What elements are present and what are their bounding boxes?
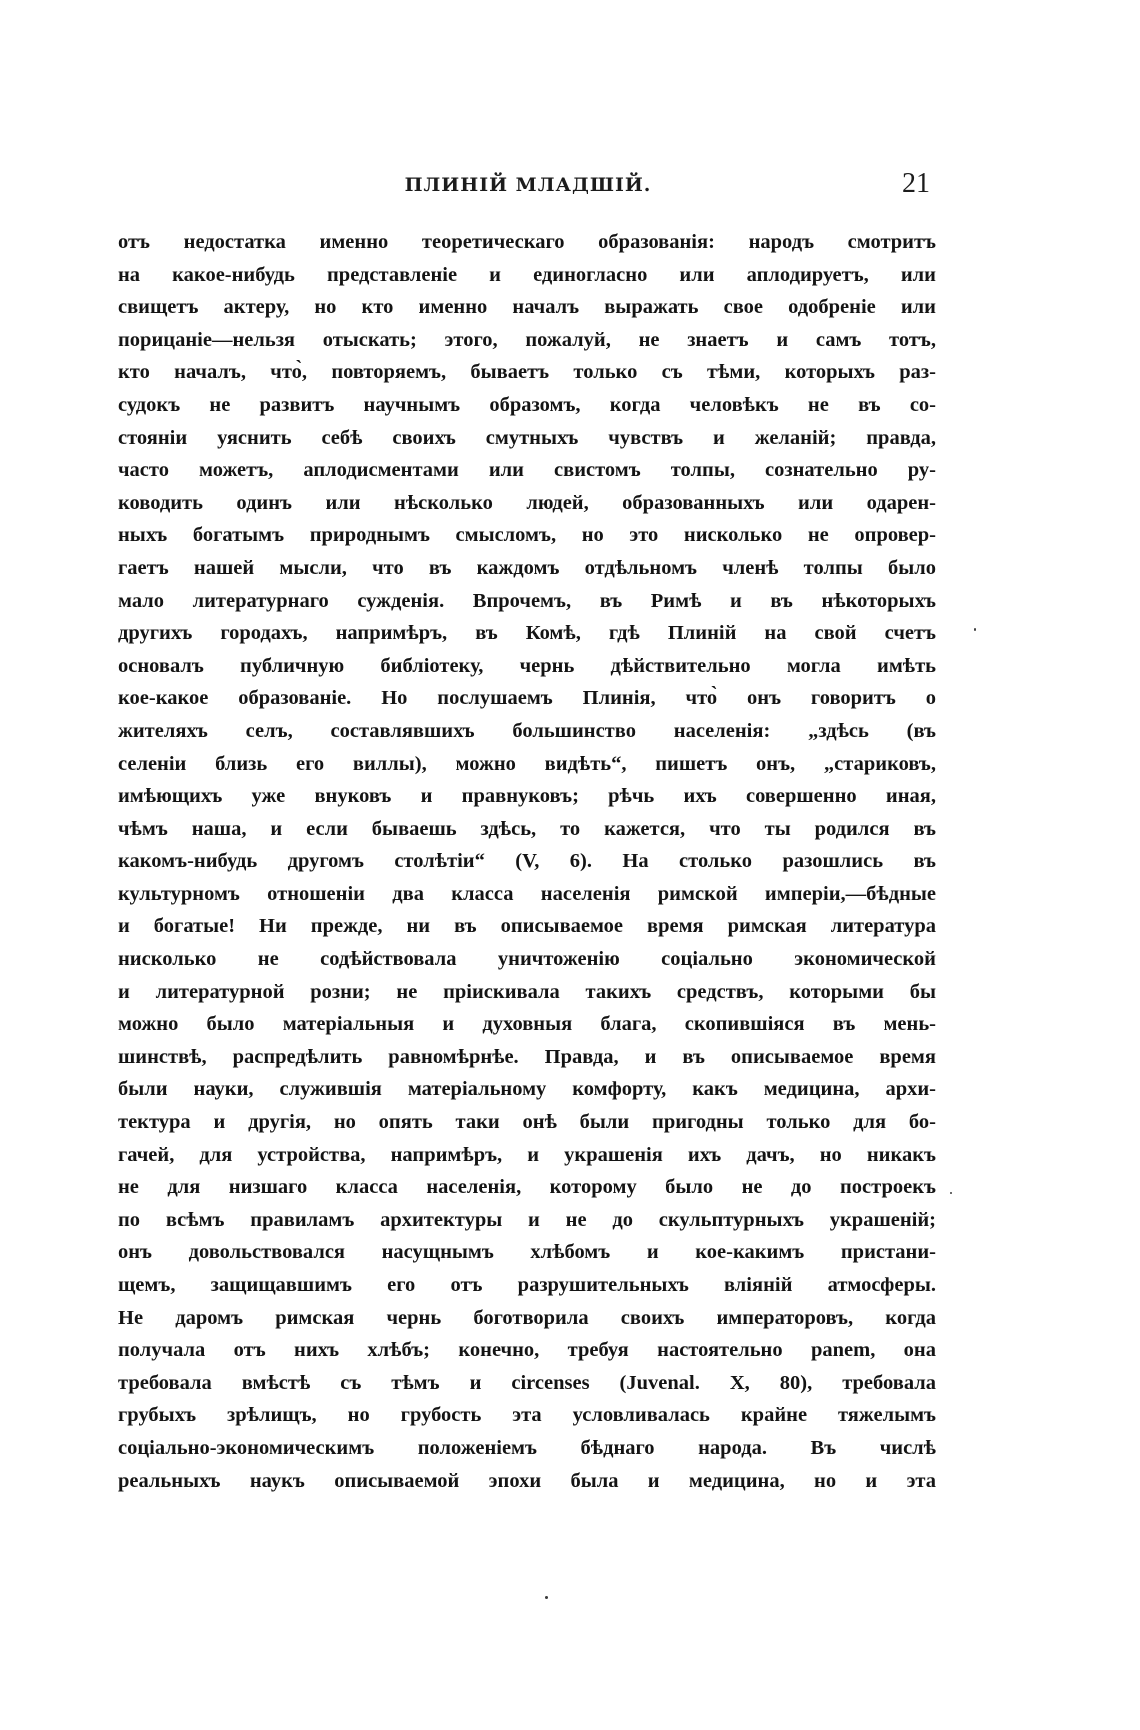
text-line: гаетъ нашей мысли, что въ каждомъ отдѣльномъ членѣ толпы было [118, 556, 936, 579]
text-line: реальныхъ наукъ описываемой эпохи была и медицина, но и эта [118, 1469, 936, 1492]
text-line: и богатые! Ни прежде, ни въ описываемое время римская литература [118, 915, 936, 938]
text-line: на какое-нибудь представленіе и единогласно или аплодируетъ, или [118, 263, 936, 286]
scan-speck [950, 1192, 952, 1194]
text-line: шинствѣ, распредѣлить равномѣрнѣе. Правда, и въ описываемое время [118, 1045, 936, 1068]
text-line: часто можетъ, аплодисментами или свистомъ толпы, сознательно ру- [118, 459, 936, 482]
text-line: получала отъ нихъ хлѣбъ; конечно, требуя настоятельно panem, она [118, 1339, 936, 1362]
text-line: были науки, служившія матеріальному комфорту, какъ медицина, архи- [118, 1078, 936, 1101]
text-line: селеніи близь его виллы), можно видѣть“, пишетъ онъ, „стариковъ, [118, 752, 936, 775]
text-line: Не даромъ римская чернь боготворила своихъ императоровъ, когда [118, 1306, 936, 1329]
text-line: основалъ публичную библіотеку, чернь дѣйствительно могла имѣть [118, 654, 936, 677]
text-line: гачей, для устройства, напримѣръ, и украшенія ихъ дачъ, но никакъ [118, 1143, 936, 1166]
text-line: какомъ-нибудь другомъ столѣтіи“ (V, 6). На столько разошлись въ [118, 850, 936, 873]
text-line: судокъ не развитъ научнымъ образомъ, когда человѣкъ не въ со- [118, 393, 936, 416]
text-line: ныхъ богатымъ природнымъ смысломъ, но это нисколько не опровер- [118, 524, 936, 547]
text-line: имѣющихъ уже внуковъ и правнуковъ; рѣчь ихъ совершенно иная, [118, 785, 936, 808]
text-line: свищетъ актеру, но кто именно началъ выражать свое одобреніе или [118, 296, 936, 319]
text-line: грубыхъ зрѣлищъ, но грубость эта условливалась крайне тяжелымъ [118, 1404, 936, 1427]
text-line: порицаніе—нельзя отыскать; этого, пожалуй, не знаетъ и самъ тотъ, [118, 328, 936, 351]
page-header [118, 168, 938, 208]
text-line: по всѣмъ правиламъ архитектуры и не до скульптурныхъ украшеній; [118, 1208, 936, 1231]
text-line: жителяхъ селъ, составлявшихъ большинство населенія: „здѣсь (въ [118, 719, 936, 742]
text-line: и литературной розни; не пріискивала такихъ средствъ, которыми бы [118, 980, 936, 1003]
text-line: кто началъ, что̀, повторяемъ, бываетъ только съ тѣми, которыхъ раз- [118, 361, 936, 384]
text-line: мало литературнаго сужденія. Впрочемъ, въ Римѣ и въ нѣкоторыхъ [118, 589, 936, 612]
text-line: тектура и другія, но опять таки онѣ были пригодны только для бо- [118, 1111, 936, 1134]
text-line: онъ довольствовался насущнымъ хлѣбомъ и кое-какимъ пристани- [118, 1241, 936, 1264]
text-line: стояніи уяснить себѣ своихъ смутныхъ чувствъ и желаній; правда, [118, 426, 936, 449]
running-title: ПЛИНІЙ МЛАДШІЙ. [404, 174, 652, 196]
text-line: ководить одинъ или нѣсколько людей, образованныхъ или одарен- [118, 491, 936, 514]
text-line: щемъ, защищавшимъ его отъ разрушительныхъ вліяній атмосферы. [118, 1274, 936, 1296]
text-line: кое-какое образованіе. Но послушаемъ Плинія, что̀ онъ говоритъ о [118, 687, 936, 710]
scan-speck [545, 1596, 548, 1599]
body-text [118, 226, 936, 1497]
scan-speck [974, 628, 976, 631]
text-line: отъ недостатка именно теоретическаго образованія: народъ смотритъ [118, 231, 936, 253]
text-line: чѣмъ наша, и если бываешь здѣсь, то кажется, что ты родился въ [118, 817, 936, 840]
text-line: требовала вмѣстѣ съ тѣмъ и circenses (Juvenal. X, 80), требовала [118, 1371, 936, 1394]
text-line: соціально-экономическимъ положеніемъ бѣднаго народа. Въ числѣ [118, 1436, 936, 1459]
text-line: не для низшаго класса населенія, которому было не до построекъ [118, 1176, 936, 1199]
text-line: другихъ городахъ, напримѣръ, въ Комѣ, гдѣ Плиній на свой счетъ [118, 622, 936, 645]
text-line: можно было матеріальныя и духовныя блага, скопившіяся въ мень- [118, 1013, 936, 1036]
text-line: культурномъ отношеніи два класса населенія римской имперіи,—бѣдные [118, 882, 936, 905]
page-number: 21 [902, 168, 930, 199]
text-line: нисколько не содѣйствовала уничтоженію соціально экономической [118, 948, 936, 971]
